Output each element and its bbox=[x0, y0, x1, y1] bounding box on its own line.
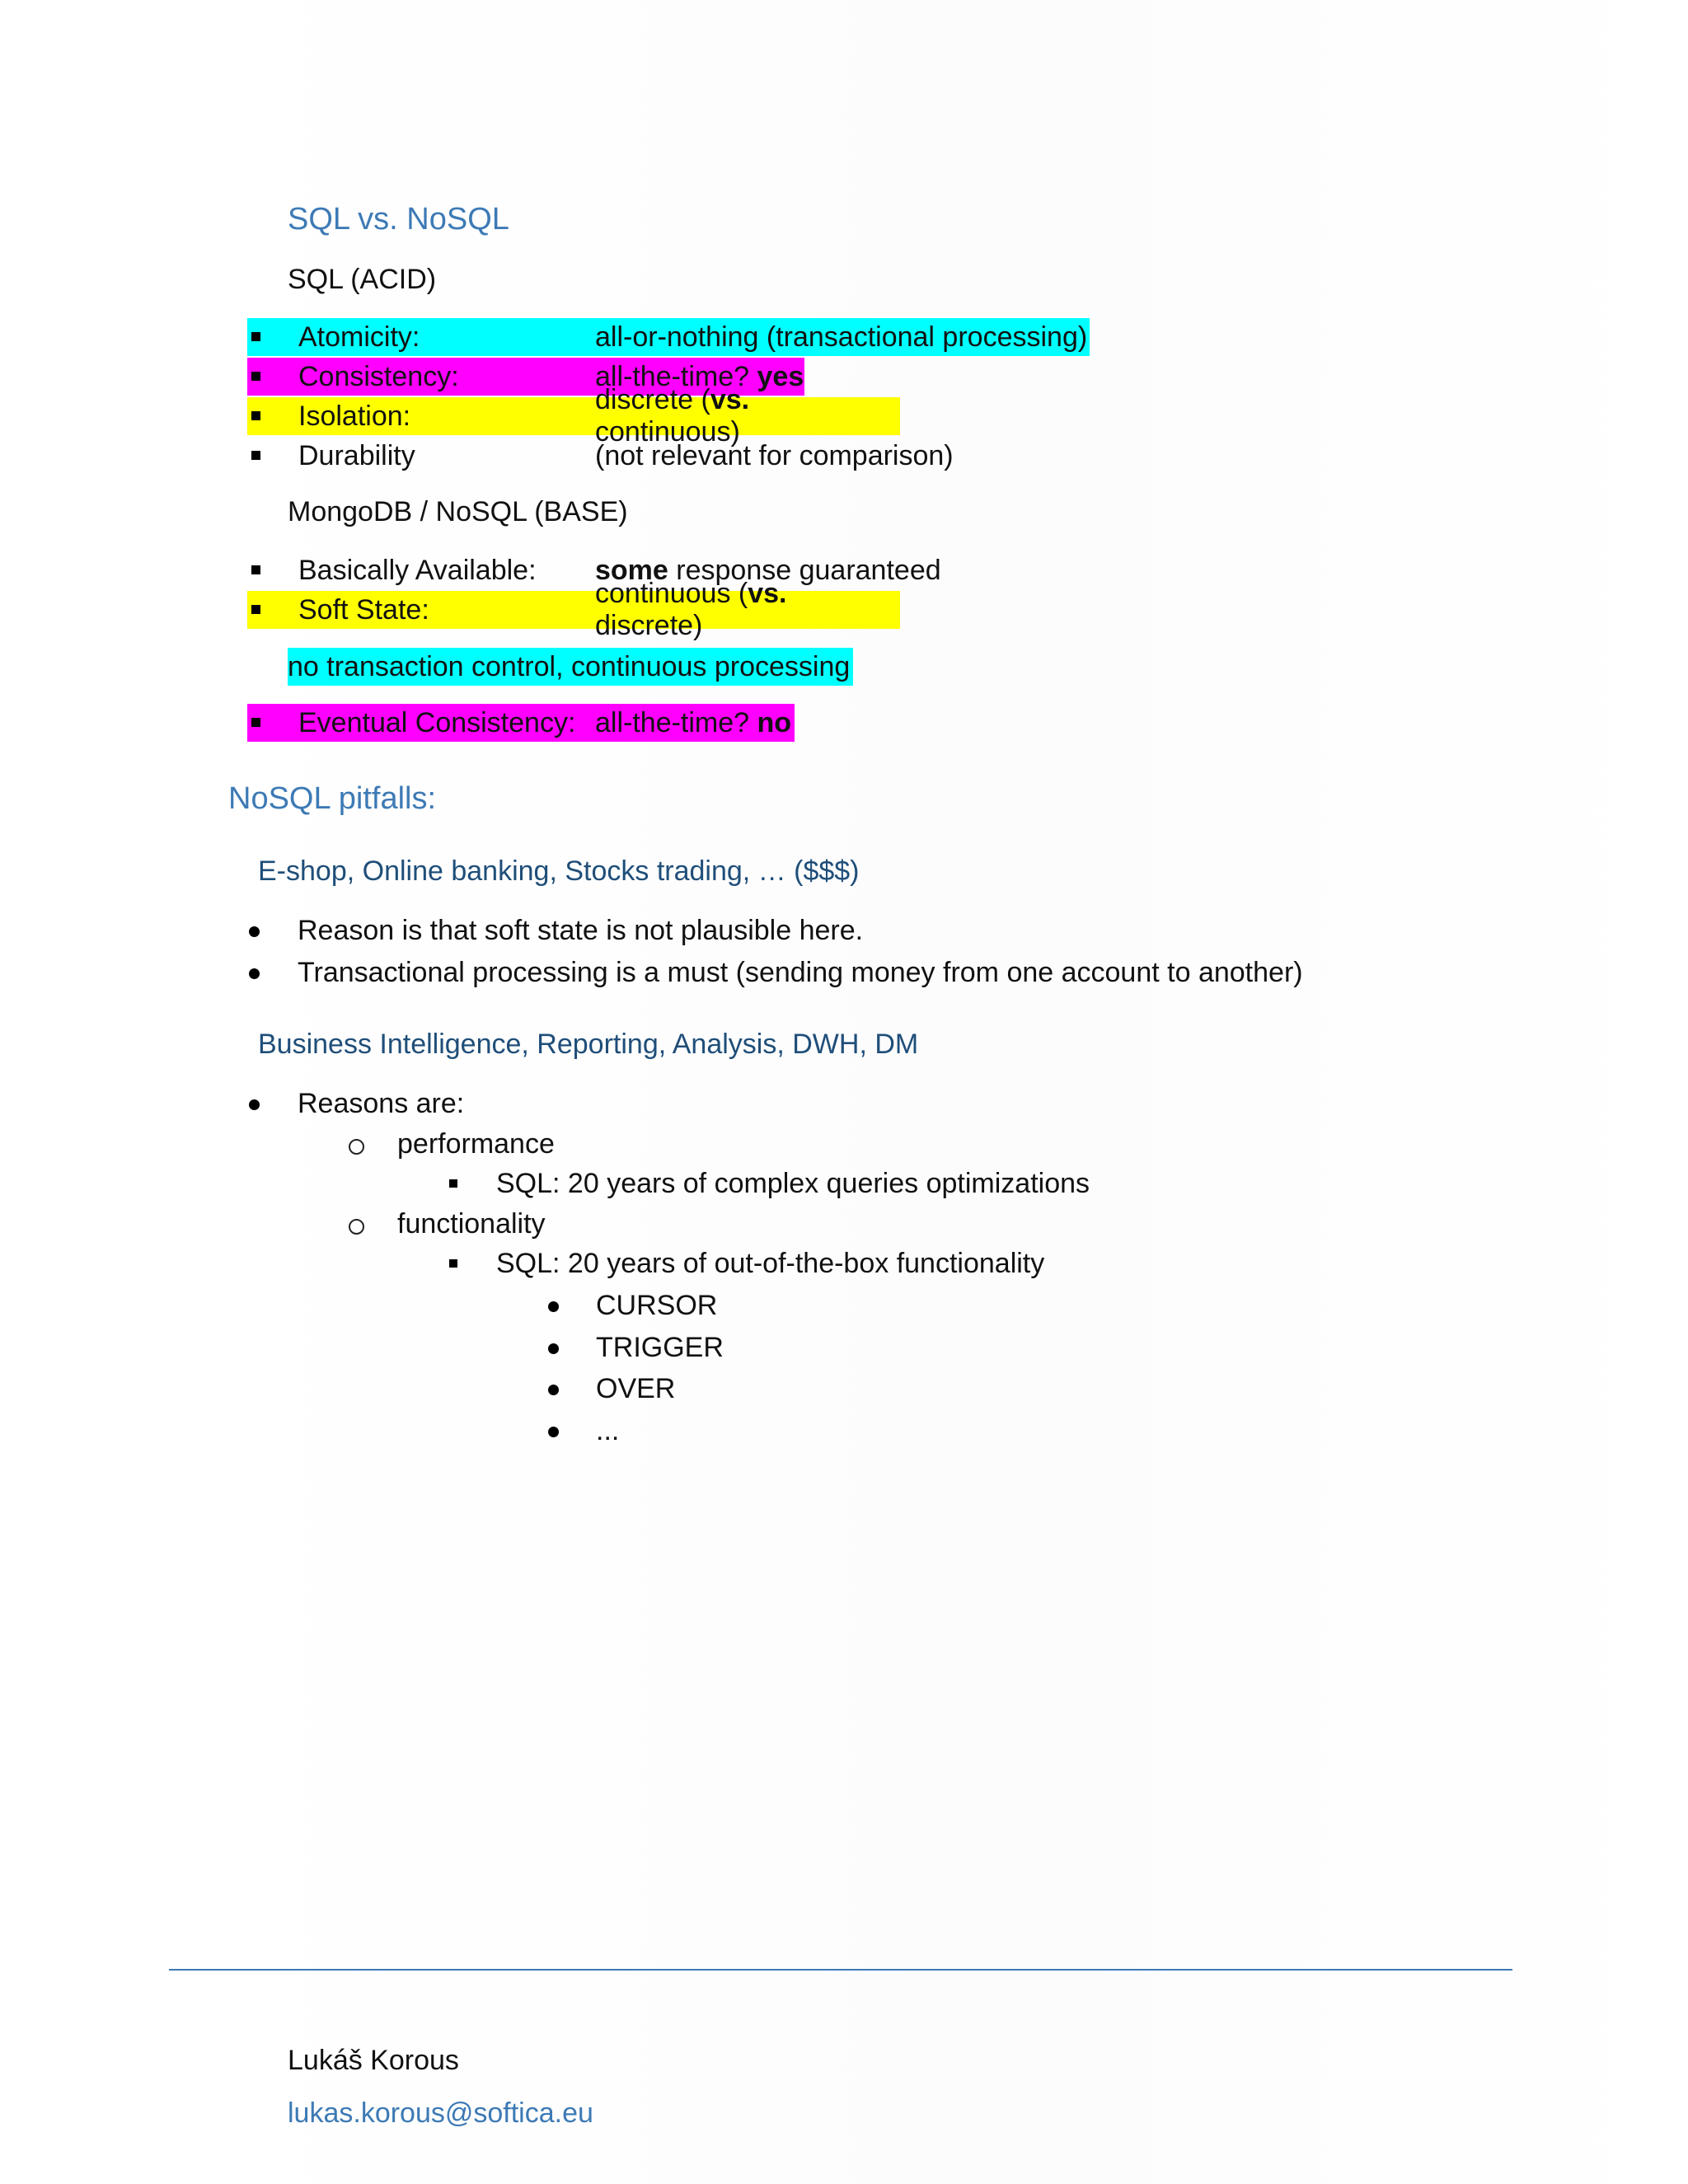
acid-label: SQL (ACID) bbox=[288, 264, 437, 295]
section-title: SQL vs. NoSQL bbox=[288, 202, 509, 237]
footer-divider bbox=[169, 1969, 1512, 1971]
square-bullet-icon bbox=[449, 1179, 457, 1188]
circle-bullet-icon bbox=[349, 1139, 364, 1155]
square-bullet-icon bbox=[251, 332, 260, 341]
base-desc: continuous (vs. discrete) bbox=[595, 578, 787, 641]
acid-desc: discrete (vs. continuous) bbox=[595, 384, 750, 448]
bullet-icon bbox=[548, 1343, 559, 1354]
bi-item: OVER bbox=[596, 1373, 676, 1404]
square-bullet-icon bbox=[251, 372, 260, 381]
acid-row-durability bbox=[247, 437, 989, 475]
acid-term: Consistency: bbox=[298, 360, 459, 392]
footer-author: Lukáš Korous bbox=[288, 2045, 459, 2076]
bullet-icon bbox=[249, 968, 260, 979]
acid-desc: all-the-time? yes bbox=[595, 360, 804, 392]
pitfalls-heading: NoSQL pitfalls: bbox=[228, 781, 437, 816]
bi-item: ... bbox=[596, 1415, 620, 1446]
acid-row-isolation bbox=[247, 384, 900, 448]
bi-performance-detail: SQL: 20 years of complex queries optimizations bbox=[496, 1168, 1090, 1199]
square-bullet-icon bbox=[449, 1259, 457, 1268]
eshop-bullet-2: Transactional processing is a must (sending money from one account to another) bbox=[298, 957, 1303, 988]
base-desc: all-the-time? no bbox=[595, 706, 792, 738]
bi-performance: performance bbox=[397, 1128, 555, 1160]
bi-item: TRIGGER bbox=[596, 1332, 724, 1363]
square-bullet-icon bbox=[251, 605, 260, 614]
acid-term: Isolation: bbox=[298, 400, 411, 432]
square-bullet-icon bbox=[251, 451, 260, 460]
bullet-icon bbox=[548, 1427, 559, 1437]
acid-term: Durability bbox=[298, 439, 415, 471]
bullet-icon bbox=[548, 1301, 559, 1312]
base-note: no transaction control, continuous processing bbox=[288, 648, 853, 686]
square-bullet-icon bbox=[251, 411, 260, 420]
base-term: Eventual Consistency: bbox=[298, 706, 576, 738]
base-term: Basically Available: bbox=[298, 554, 537, 586]
circle-bullet-icon bbox=[349, 1219, 364, 1235]
base-label: MongoDB / NoSQL (BASE) bbox=[288, 496, 628, 527]
base-desc: some response guaranteed bbox=[595, 554, 941, 586]
eshop-bullet-1: Reason is that soft state is not plausible here. bbox=[298, 915, 864, 946]
acid-term: Atomicity: bbox=[298, 321, 420, 353]
square-bullet-icon bbox=[251, 718, 260, 727]
footer-email-link[interactable]: lukas.korous@softica.eu bbox=[288, 2097, 593, 2129]
square-bullet-icon bbox=[251, 565, 260, 574]
bullet-icon bbox=[249, 1099, 260, 1110]
base-row-eventual bbox=[247, 704, 795, 742]
bi-subheading: Business Intelligence, Reporting, Analysis, DWH, DM bbox=[258, 1029, 919, 1060]
bullet-icon bbox=[548, 1385, 559, 1395]
bi-functionality-detail: SQL: 20 years of out-of-the-box functionality bbox=[496, 1248, 1045, 1279]
bullet-icon bbox=[249, 926, 260, 937]
acid-desc: all-or-nothing (transactional processing) bbox=[595, 321, 1088, 353]
base-row-soft-state bbox=[247, 578, 900, 641]
acid-desc: (not relevant for comparison) bbox=[595, 439, 954, 471]
acid-row-atomicity bbox=[247, 318, 1090, 356]
base-term: Soft State: bbox=[298, 593, 429, 626]
bi-bullet: Reasons are: bbox=[298, 1088, 465, 1119]
bi-item: CURSOR bbox=[596, 1290, 718, 1321]
eshop-subheading: E-shop, Online banking, Stocks trading, … ($$$) bbox=[258, 855, 860, 887]
bi-functionality: functionality bbox=[397, 1208, 546, 1240]
